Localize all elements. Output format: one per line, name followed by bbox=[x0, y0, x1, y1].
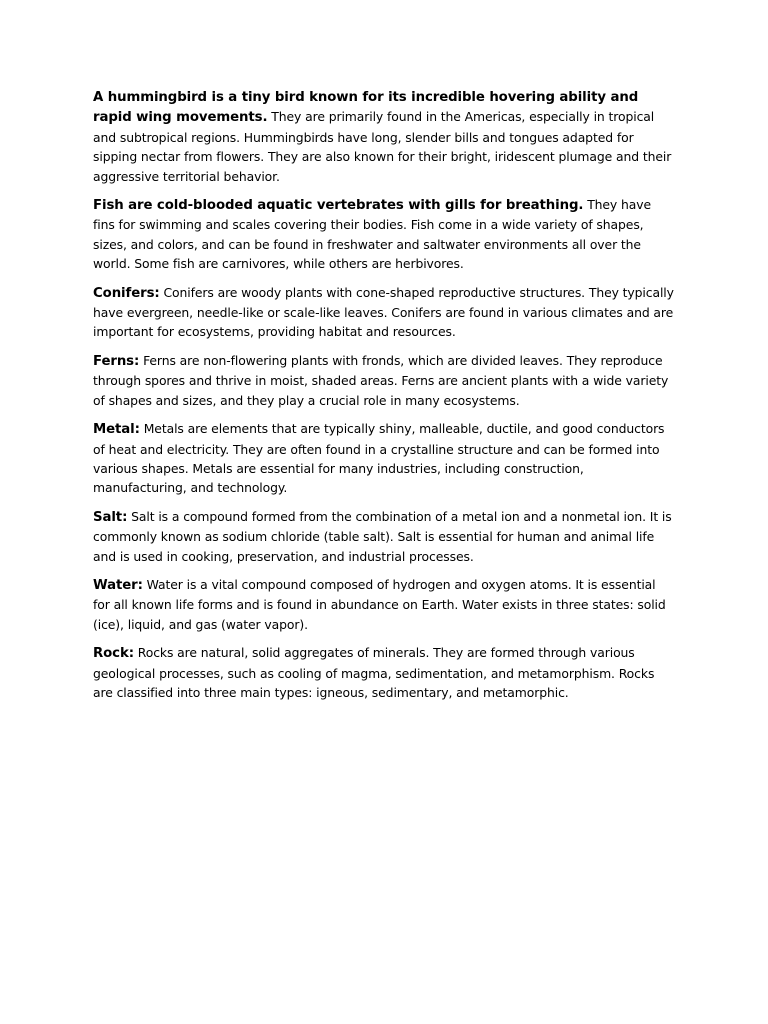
paragraph-body: They have fins for swimming and scales covering their bodies. Fish come in a wide variety of shapes, sizes, and colors, and can be found in freshwater and saltwater environments all over the world. Some fish are carnivores, while others are herbivores. bbox=[93, 197, 652, 272]
paragraph-lead: A hummingbird is a tiny bird known for its incredible hovering ability and rapid wing movements. bbox=[93, 90, 639, 126]
paragraph-conifers bbox=[93, 283, 676, 342]
paragraph-metal bbox=[93, 419, 676, 498]
paragraph-body: Rocks are natural, solid aggregates of minerals. They are formed through various geological processes, such as cooling of magma, sedimentation, and metamorphism. Rocks are classified into three main types: igneous, sedimentary, and metamorphic. bbox=[93, 645, 655, 700]
paragraph-lead: Metal: bbox=[93, 422, 140, 438]
paragraph-body: Water is a vital compound composed of hydrogen and oxygen atoms. It is essential for all known life forms and is found in abundance on Earth. Water exists in three states: solid (ice), liquid, and gas (water vapor). bbox=[93, 576, 666, 632]
document-body bbox=[93, 87, 676, 711]
paragraph-body: Ferns are non-flowering plants with fronds, which are divided leaves. They reproduce through spores and thrive in moist, shaded areas. Ferns are ancient plants with a wide variety of shapes and sizes, and they play a crucial role in many ecosystems. bbox=[93, 352, 669, 408]
paragraph-rock bbox=[93, 643, 676, 702]
paragraph-lead: Rock: bbox=[93, 646, 134, 662]
paragraph-lead: Salt: bbox=[93, 509, 128, 525]
paragraph-lead: Water: bbox=[93, 577, 143, 593]
paragraph-hummingbird bbox=[93, 87, 676, 186]
paragraph-lead: Fish are cold-blooded aquatic vertebrates with gills for breathing. bbox=[93, 198, 584, 214]
paragraph-body: They are primarily found in the Americas, especially in tropical and subtropical regions. Hummingbirds have long, slender bills and tongues adapted for sipping nectar from flowers. They are also known for their bright, iridescent plumage and their aggressive territorial behavior. bbox=[93, 109, 672, 184]
paragraph-body: Metals are elements that are typically shiny, malleable, ductile, and good conductors of heat and electricity. They are often found in a crystalline structure and can be formed into various shapes. Metals are essential for many industries, including construction, manufacturing, and technology. bbox=[93, 421, 665, 496]
paragraph-body: Salt is a compound formed from the combination of a metal ion and a nonmetal ion. It is commonly known as sodium chloride (table salt). Salt is essential for human and animal life and is used in cooking, preservation, and industrial processes. bbox=[93, 508, 672, 564]
paragraph-water bbox=[93, 575, 676, 634]
paragraph-salt bbox=[93, 507, 676, 566]
paragraph-fish bbox=[93, 195, 676, 274]
paragraph-lead: Ferns: bbox=[93, 353, 140, 369]
paragraph-ferns bbox=[93, 351, 676, 410]
paragraph-lead: Conifers: bbox=[93, 285, 160, 301]
paragraph-body: Conifers are woody plants with cone-shaped reproductive structures. They typically have evergreen, needle-like or scale-like leaves. Conifers are found in various climates and are important for ecosystems, providing habitat and resources. bbox=[93, 284, 674, 340]
